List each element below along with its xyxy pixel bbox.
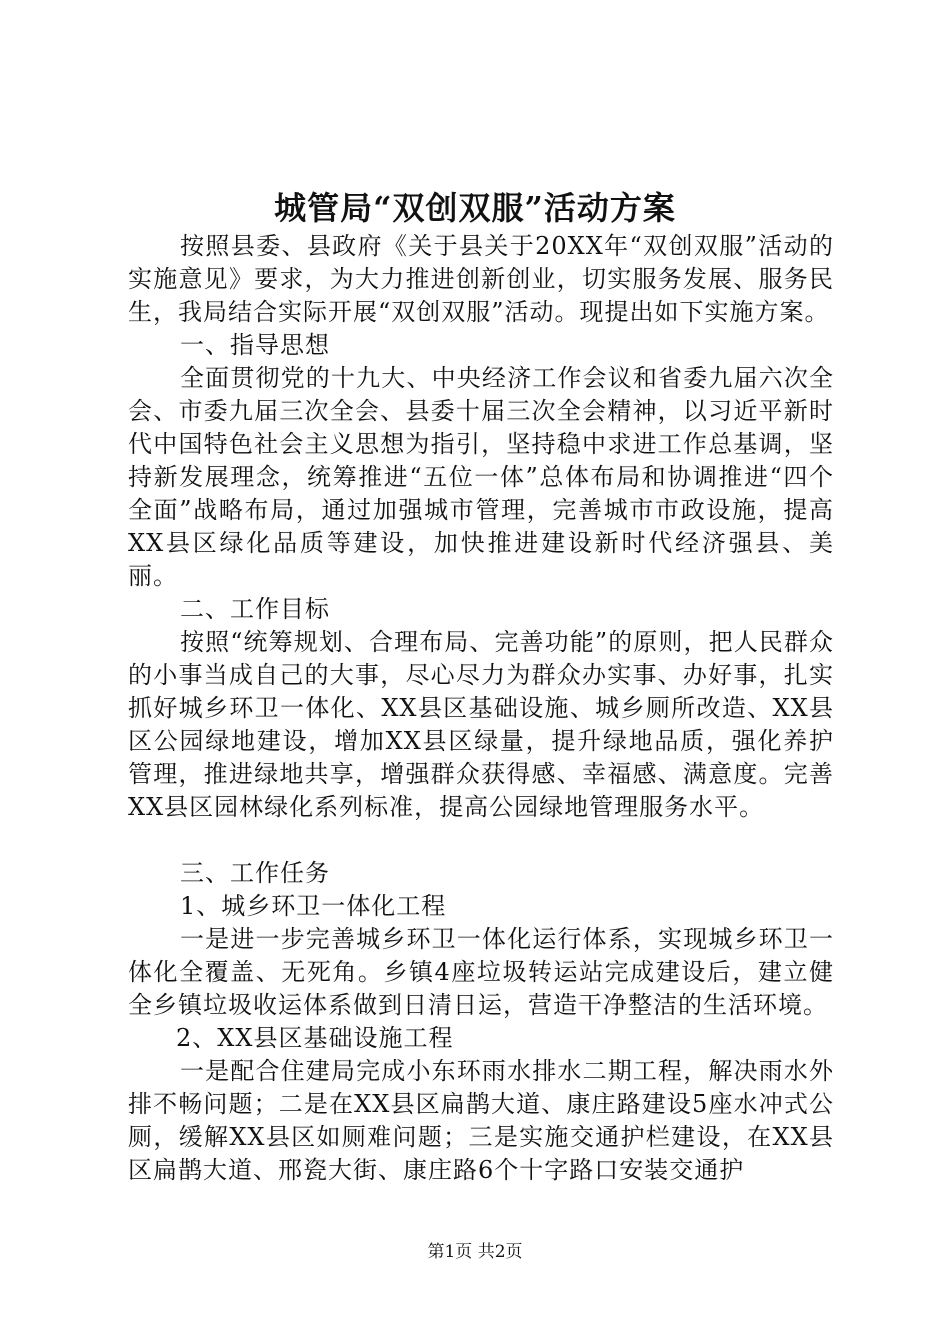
section-heading-work-goals: 二、工作目标: [180, 595, 330, 623]
subsection-heading-sanitation: 1、城乡环卫一体化工程: [180, 892, 447, 920]
section-heading-guiding-ideology: 一、指导思想: [180, 331, 330, 359]
section-heading-work-tasks: 三、工作任务: [180, 859, 330, 887]
document-body: [128, 230, 834, 1187]
infrastructure-paragraph: 一是配合住建局完成小东环雨水排水二期工程，解决雨水外排不畅问题；二是在XX县区扁鹊大道、康庄路建设5座水冲式公厕，缓解XX县区如厕难问题；三是实施交通护栏建设，在XX县区扁鹊大道、邢瓷大街、康庄路6个十字路口安装交通护: [128, 1057, 834, 1184]
guiding-ideology-paragraph: 全面贯彻党的十九大、中央经济工作会议和省委九届六次全会、市委九届三次全会、县委十届三次全会精神，以习近平新时代中国特色社会主义思想为指引，坚持稳中求进工作总基调，坚持新发展理念，统筹推进“五位一体”总体布局和协调推进“四个全面”战略布局，通过加强城市管理，完善城市市政设施，提高XX县区绿化品质等建设，加快推进建设新时代经济强县、美丽。: [128, 364, 834, 590]
document-title: 城管局“双创双服”活动方案: [274, 189, 676, 227]
blank-line: [128, 824, 834, 857]
subsection-heading-infrastructure: 2、XX县区基础设施工程: [176, 1024, 454, 1052]
page-footer: 第1页 共2页: [427, 1242, 523, 1262]
intro-paragraph: 按照县委、县政府《关于县关于20XX年“双创双服”活动的实施意见》要求，为大力推进创新创业，切实服务发展、服务民生，我局结合实际开展“双创双服”活动。现提出如下实施方案。: [128, 232, 834, 326]
work-goals-paragraph: 按照“统筹规划、合理布局、完善功能”的原则，把人民群众的小事当成自己的大事，尽心尽力为群众办实事、办好事，扎实抓好城乡环卫一体化、XX县区基础设施、城乡厕所改造、XX县区公园绿地建设，增加XX县区绿量，提升绿地品质，强化养护管理，推进绿地共享，增强群众获得感、幸福感、满意度。完善XX县区园林绿化系列标准，提高公园绿地管理服务水平。: [128, 628, 834, 821]
sanitation-paragraph: 一是进一步完善城乡环卫一体化运行体系，实现城乡环卫一体化全覆盖、无死角。乡镇4座垃圾转运站完成建设后，建立健全乡镇垃圾收运体系做到日清日运，营造干净整洁的生活环境。: [128, 925, 834, 1019]
